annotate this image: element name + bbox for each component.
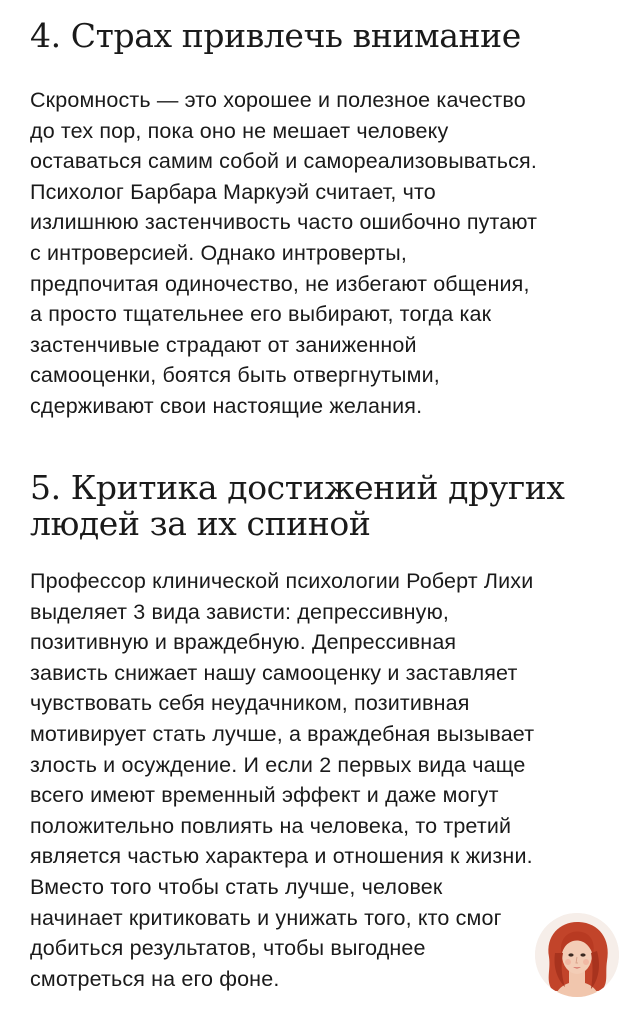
paragraph-line: оставаться самим собой и самореализовываться. (30, 149, 537, 174)
paragraph-line: положительно повлиять на человека, то третий (30, 813, 512, 838)
heading-line: 5. Критика достижений других (30, 468, 565, 507)
section-5-paragraph (30, 566, 618, 994)
paragraph-line: зависть снижает нашу самооценку и заставляет (30, 660, 518, 685)
section-5-heading (30, 470, 590, 542)
paragraph-line: с интроверсией. Однако интроверты, (30, 240, 407, 265)
paragraph-line: самооценки, боятся быть отвергнутыми, (30, 363, 440, 388)
paragraph-line: Психолог Барбара Маркуэй считает, что (30, 179, 436, 204)
paragraph-line: начинает критиковать и унижать того, кто смог (30, 905, 502, 930)
section-4-paragraph (30, 85, 618, 422)
paragraph-line: Профессор клинической психологии Роберт Лихи (30, 569, 534, 593)
paragraph-line: злость и осуждение. И если 2 первых вида чаще (30, 752, 526, 777)
paragraph-line: чувствовать себя неудачником, позитивная (30, 691, 470, 716)
paragraph-line: Вместо того чтобы стать лучше, человек (30, 874, 443, 899)
paragraph-line: мотивирует стать лучше, а враждебная вызывает (30, 721, 535, 746)
paragraph-line: смотреться на его фоне. (30, 966, 280, 991)
paragraph-line: позитивную и враждебную. Депрессивная (30, 630, 457, 655)
paragraph-line: застенчивые страдают от заниженной (30, 332, 417, 357)
paragraph-line: излишнюю застенчивость часто ошибочно путают (30, 210, 538, 235)
avatar-icon[interactable] (535, 913, 619, 997)
heading-line: людей за их спиной (30, 504, 371, 543)
section-4-heading: 4. Страх привлечь внимание (30, 16, 521, 55)
paragraph-line: является частью характера и отношения к жизни. (30, 844, 533, 869)
paragraph-line: а просто тщательнее его выбирают, тогда как (30, 302, 492, 327)
paragraph-line: до тех пор, пока оно не мешает человеку (30, 118, 449, 143)
paragraph-line: всего имеют временный эффект и даже могут (30, 783, 499, 808)
paragraph-line: Скромность — это хорошее и полезное качество (30, 88, 526, 112)
paragraph-line: сдерживают свои настоящие желания. (30, 393, 423, 418)
paragraph-line: предпочитая одиночество, не избегают общения, (30, 271, 530, 296)
paragraph-line: добиться результатов, чтобы выгоднее (30, 936, 426, 961)
paragraph-line: выделяет 3 вида зависти: депрессивную, (30, 599, 449, 624)
